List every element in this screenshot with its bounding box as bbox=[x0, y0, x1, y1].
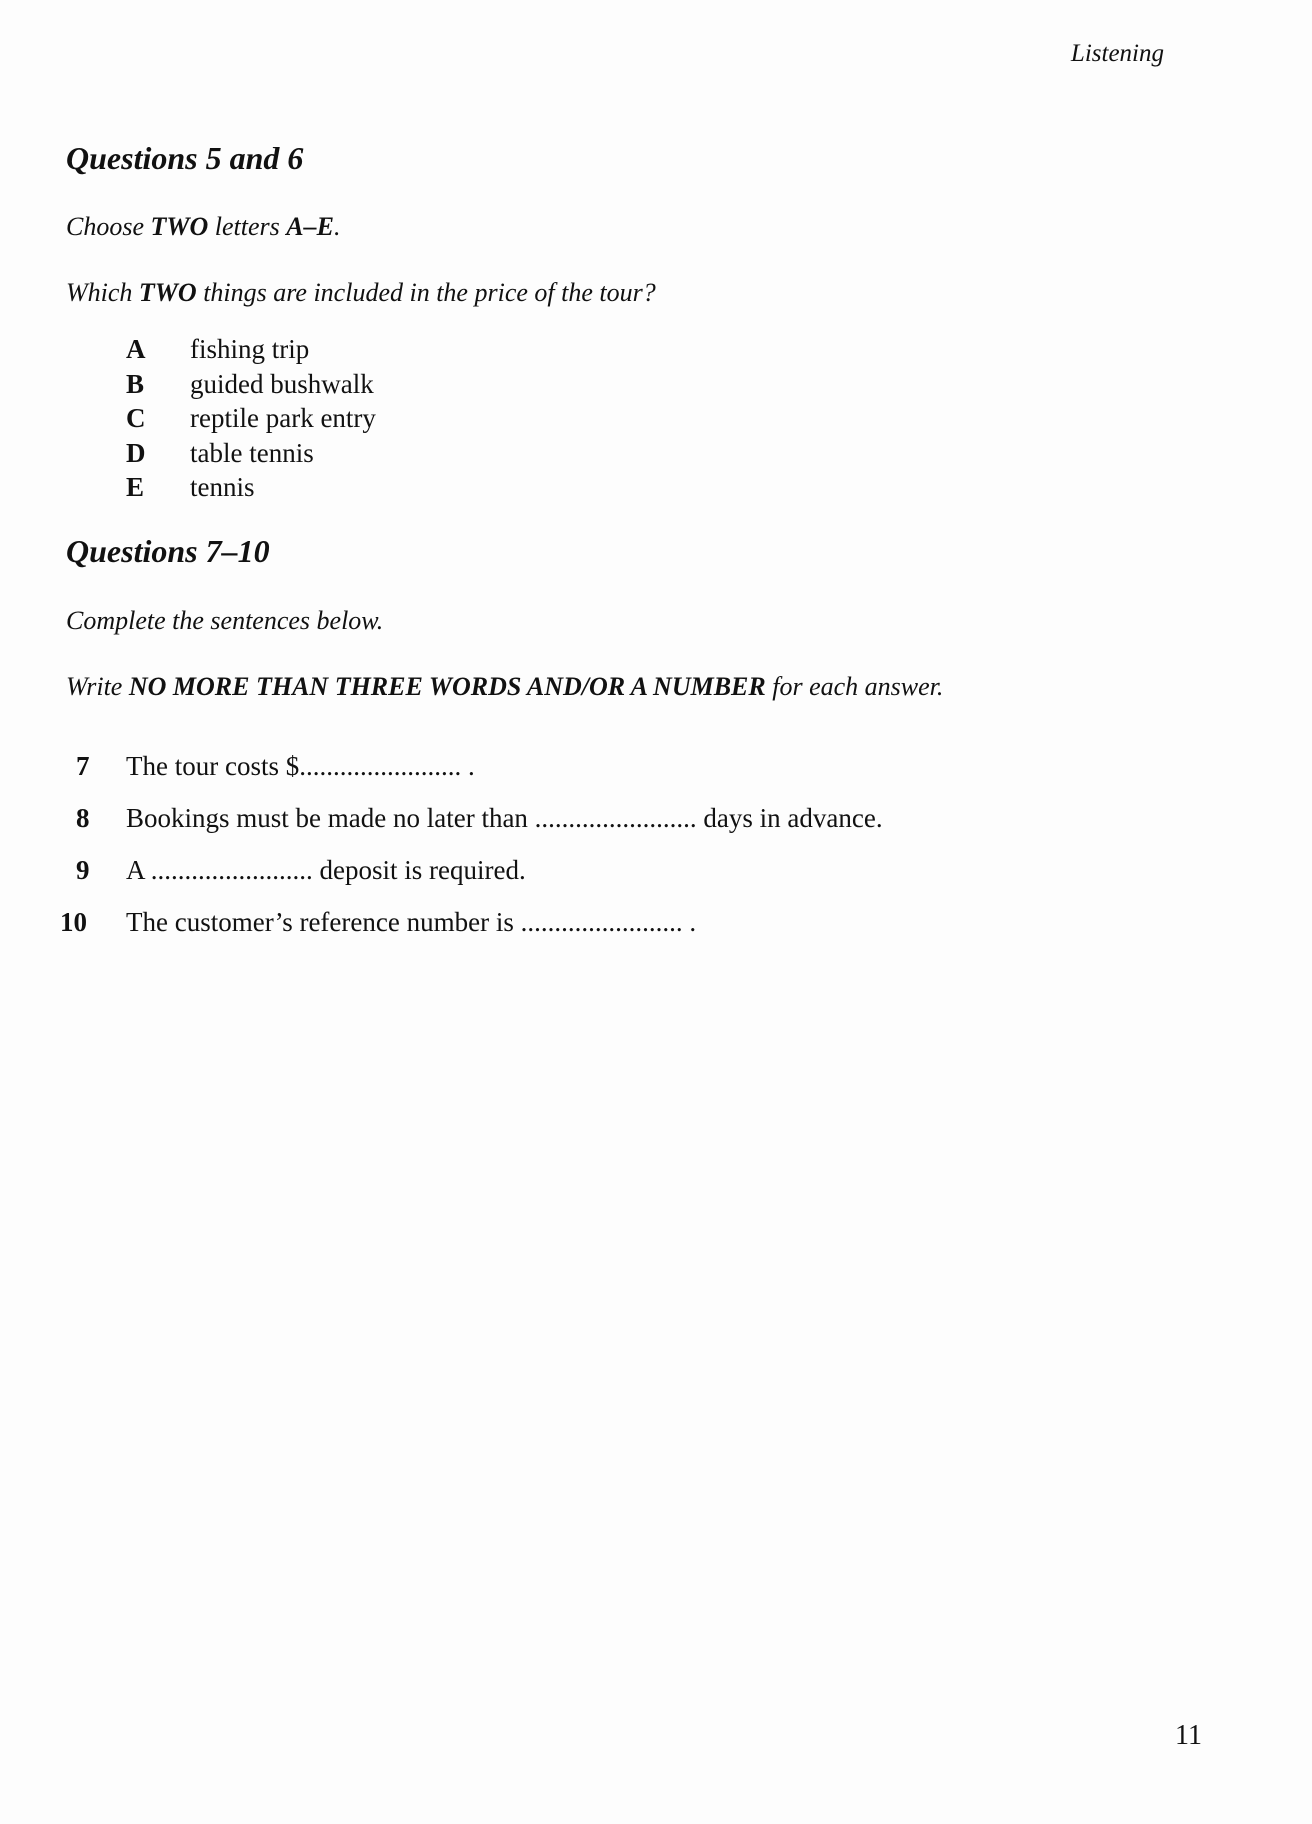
instruction-choose bbox=[66, 212, 340, 242]
running-head: Listening bbox=[1070, 40, 1164, 67]
option-text: tennis bbox=[190, 472, 255, 502]
instruction-complete: Complete the sentences below. bbox=[66, 606, 384, 635]
page-number: 11 bbox=[1175, 1720, 1202, 1751]
word-limit-emphasis: NO MORE THAN THREE WORDS AND/OR A NUMBER bbox=[128, 672, 766, 701]
word-limit-text: Write bbox=[66, 672, 129, 701]
sentence-item bbox=[60, 844, 883, 896]
sentence-item bbox=[60, 740, 883, 792]
option-item bbox=[126, 401, 376, 436]
word-limit-instruction bbox=[66, 672, 943, 702]
instruction-emphasis: TWO bbox=[150, 212, 209, 241]
question-prompt bbox=[66, 278, 656, 308]
option-text: reptile park entry bbox=[190, 403, 376, 433]
word-limit-text: for each answer. bbox=[765, 672, 944, 701]
item-text: The customer’s reference number is ........................ . bbox=[126, 907, 697, 937]
item-text: The tour costs $........................ . bbox=[126, 751, 475, 781]
option-text: guided bushwalk bbox=[190, 368, 374, 399]
option-item bbox=[126, 332, 376, 367]
option-item bbox=[126, 470, 376, 505]
option-letter: A bbox=[126, 334, 146, 364]
section-heading-7-10: Questions 7–10 bbox=[66, 533, 270, 569]
item-number: 7 bbox=[76, 751, 90, 781]
sentence-item bbox=[60, 896, 883, 948]
option-item bbox=[126, 436, 376, 471]
sentence-item bbox=[60, 792, 883, 844]
prompt-text: Which bbox=[66, 278, 139, 307]
option-text: table tennis bbox=[190, 437, 314, 468]
section-heading-5-6: Questions 5 and 6 bbox=[66, 140, 304, 176]
instruction-text: letters bbox=[208, 212, 287, 241]
option-list bbox=[126, 332, 376, 505]
item-number: 10 bbox=[60, 907, 87, 937]
option-letter: E bbox=[126, 472, 145, 502]
option-letter: C bbox=[126, 403, 146, 433]
instruction-range: A–E bbox=[286, 212, 334, 241]
instruction-text: . bbox=[333, 212, 341, 241]
item-text: Bookings must be made no later than ........................ days in advance. bbox=[126, 803, 883, 833]
item-number: 8 bbox=[76, 803, 90, 833]
item-text: A ........................ deposit is required. bbox=[126, 855, 526, 885]
option-letter: D bbox=[126, 437, 146, 468]
sentence-list bbox=[60, 740, 883, 948]
option-item bbox=[126, 367, 376, 402]
prompt-text: things are included in the price of the tour? bbox=[196, 278, 656, 307]
item-number: 9 bbox=[76, 855, 90, 885]
option-text: fishing trip bbox=[190, 334, 310, 364]
option-letter: B bbox=[126, 368, 145, 399]
instruction-text: Choose bbox=[66, 212, 151, 241]
prompt-emphasis: TWO bbox=[138, 278, 197, 307]
